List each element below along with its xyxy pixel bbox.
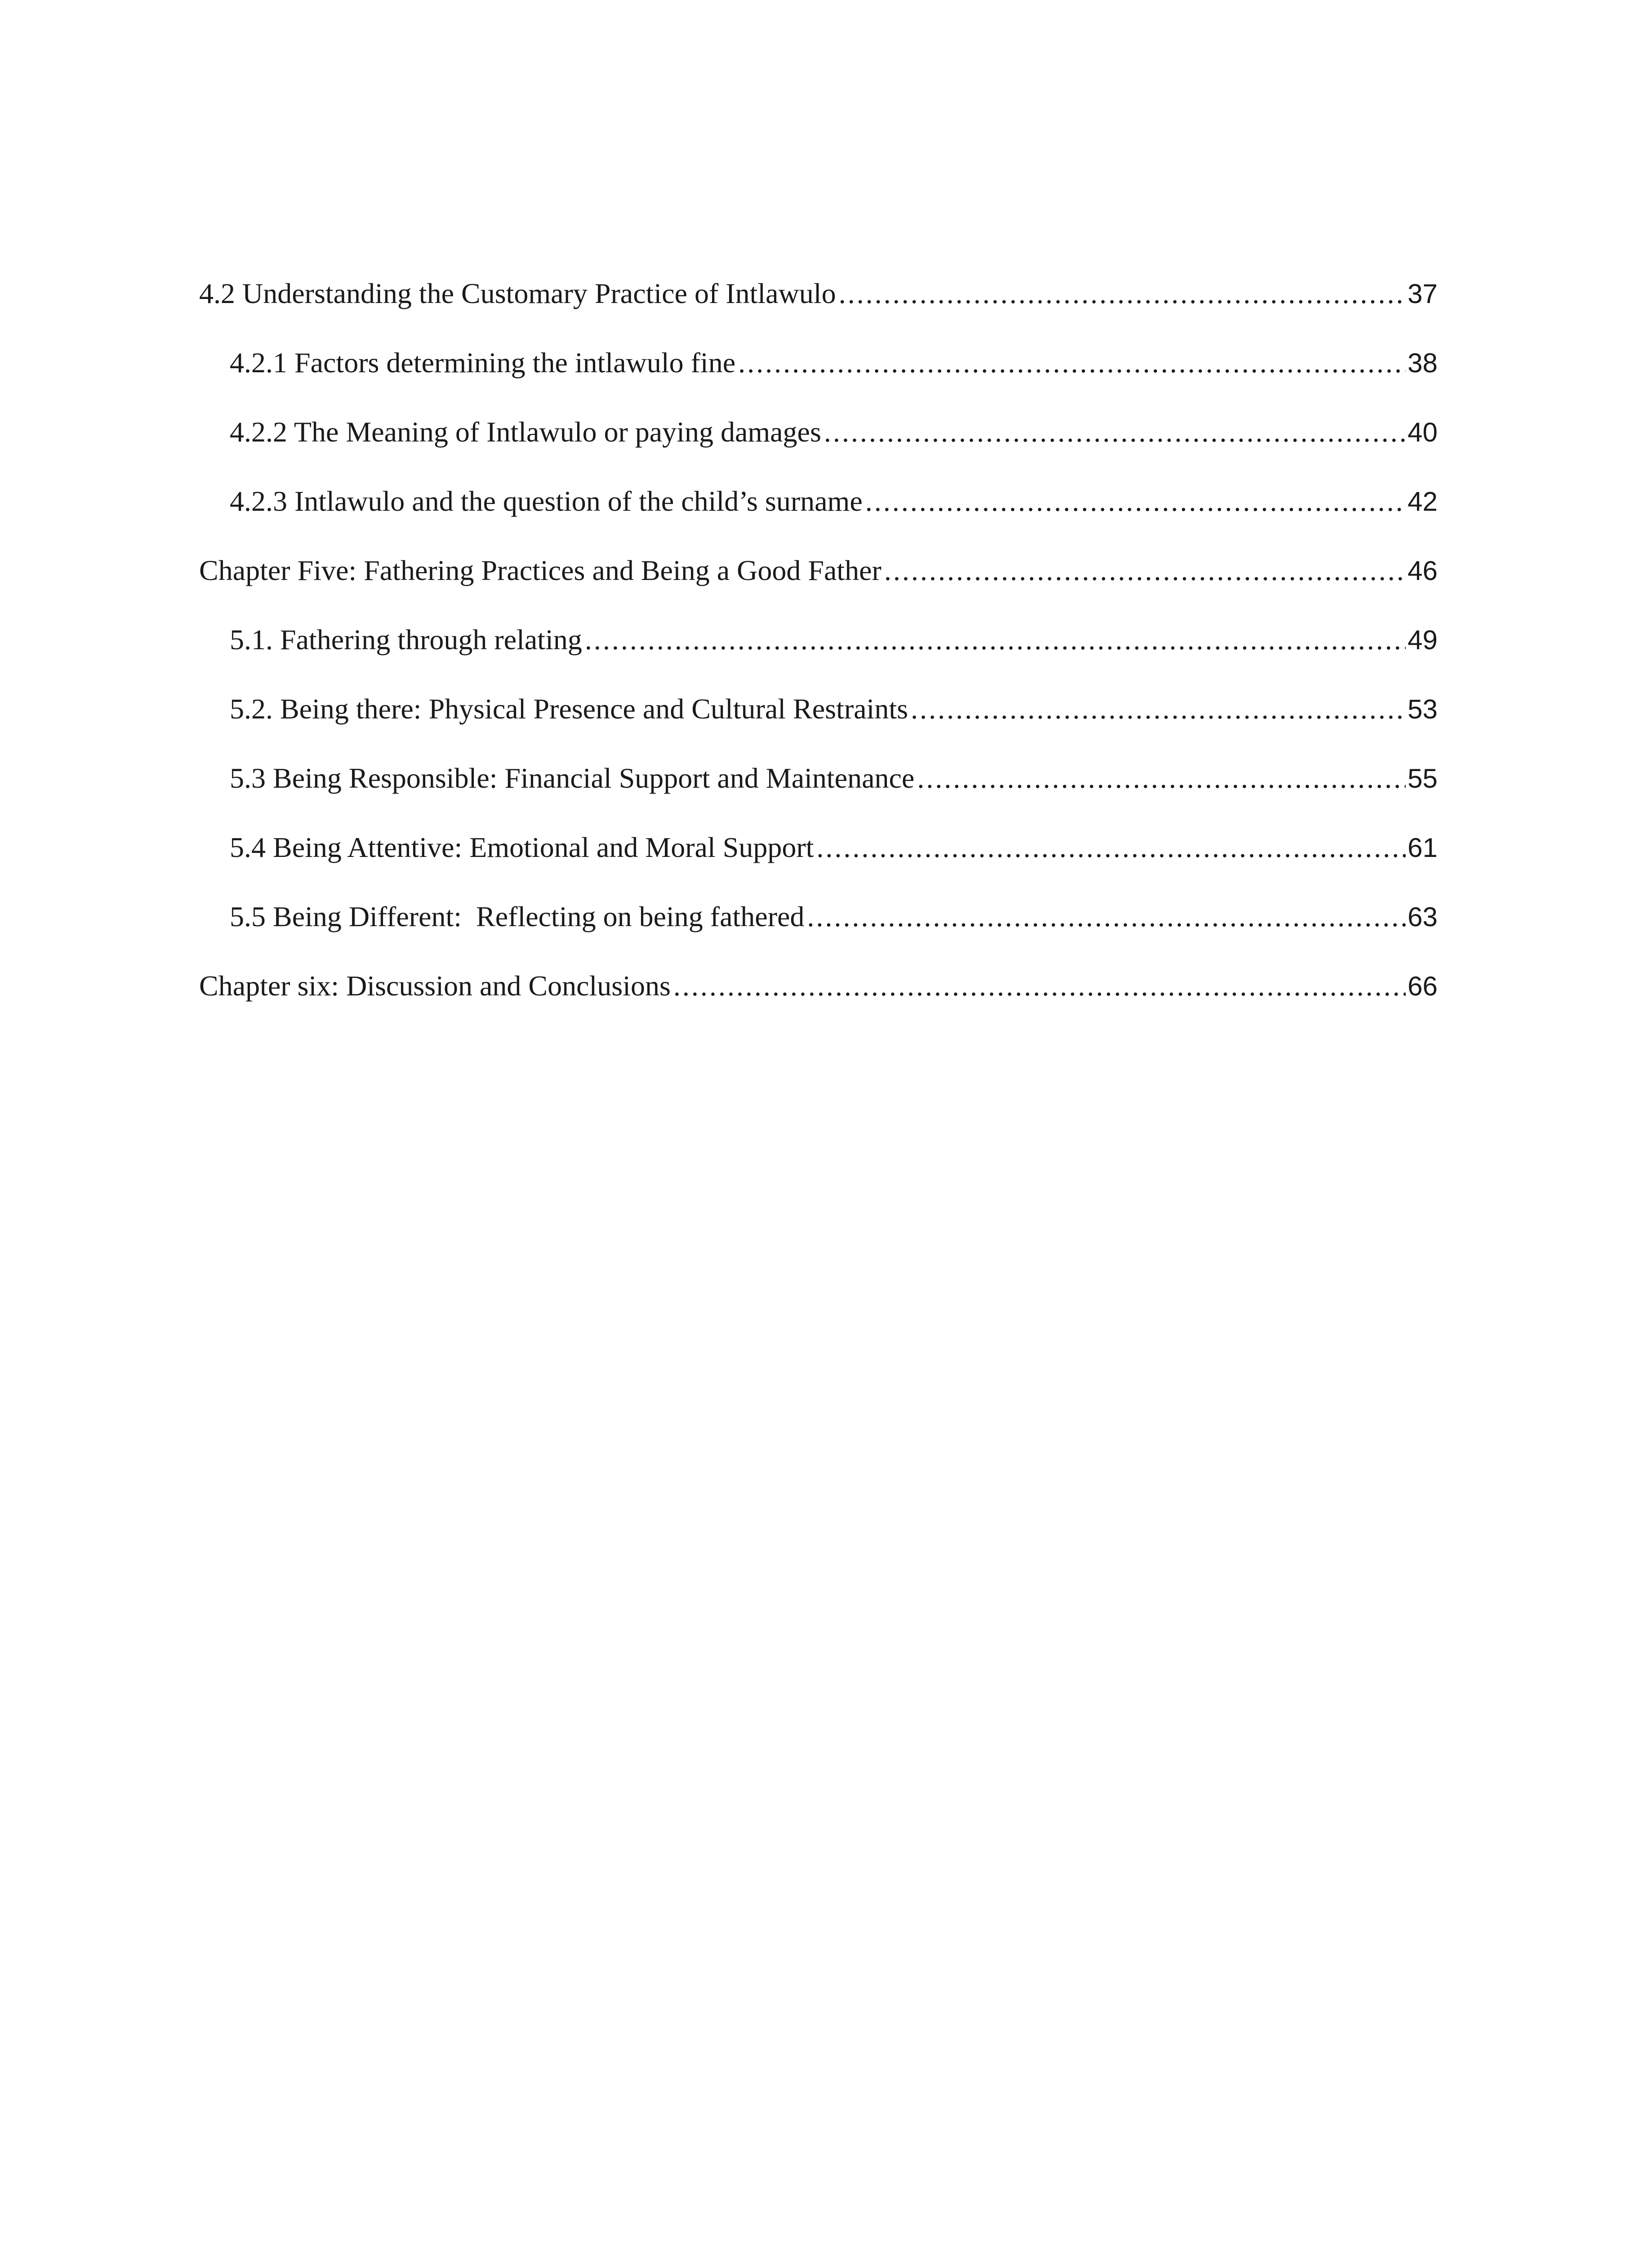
- toc-entry-title: 5.1. Fathering through relating: [230, 624, 582, 656]
- toc-entry[interactable]: [199, 831, 1438, 900]
- toc-entry-title: Chapter Five: Fathering Practices and Being a Good Father: [199, 554, 882, 586]
- toc-entry-title: 4.2.2 The Meaning of Intlawulo or paying damages: [230, 416, 821, 448]
- toc-entry-title: Chapter six: Discussion and Conclusions: [199, 970, 671, 1002]
- toc-entry-title: 4.2 Understanding the Customary Practice of Intlawulo: [199, 277, 836, 309]
- toc-entry[interactable]: [199, 900, 1438, 969]
- toc-entry-title: 5.4 Being Attentive: Emotional and Moral Support: [230, 831, 814, 863]
- toc-dot-leader: [884, 554, 1406, 587]
- toc-dot-leader: [911, 692, 1406, 726]
- toc-page-number: 55: [1407, 763, 1438, 794]
- toc-page-number: 66: [1407, 971, 1438, 1001]
- toc-entry[interactable]: [199, 554, 1438, 623]
- toc-page-number: 38: [1407, 348, 1438, 378]
- toc-dot-leader: [865, 485, 1406, 518]
- toc-entry-title: 4.2.3 Intlawulo and the question of the child’s surname: [230, 485, 863, 517]
- toc-page-number: 46: [1407, 556, 1438, 586]
- toc-page-number: 63: [1407, 902, 1438, 932]
- toc-entry[interactable]: [199, 277, 1438, 346]
- toc-entry-title: 5.3 Being Responsible: Financial Support and Maintenance: [230, 762, 915, 794]
- toc-dot-leader: [807, 900, 1406, 933]
- toc-dot-leader: [816, 831, 1406, 864]
- toc-entry[interactable]: [199, 346, 1438, 415]
- toc-dot-leader: [839, 277, 1406, 310]
- table-of-contents: [199, 277, 1438, 1039]
- toc-dot-leader: [824, 415, 1406, 449]
- toc-entry[interactable]: [199, 485, 1438, 554]
- toc-entry[interactable]: [199, 415, 1438, 485]
- toc-dot-leader: [585, 623, 1406, 656]
- toc-entry[interactable]: [199, 623, 1438, 692]
- toc-entry-title: 5.5 Being Different: Reflecting on being fathered: [230, 901, 805, 932]
- toc-entry[interactable]: [199, 969, 1438, 1039]
- toc-entry-title: 5.2. Being there: Physical Presence and Cultural Restraints: [230, 693, 908, 725]
- toc-dot-leader: [738, 346, 1406, 379]
- toc-entry[interactable]: [199, 762, 1438, 831]
- toc-dot-leader: [917, 762, 1406, 795]
- toc-page-number: 61: [1407, 833, 1438, 863]
- toc-entry-title: 4.2.1 Factors determining the intlawulo fine: [230, 347, 736, 379]
- toc-dot-leader: [673, 969, 1406, 1003]
- toc-page-number: 42: [1407, 486, 1438, 517]
- toc-page-number: 37: [1407, 279, 1438, 309]
- toc-page-number: 53: [1407, 694, 1438, 724]
- toc-page-number: 40: [1407, 417, 1438, 447]
- toc-entry[interactable]: [199, 692, 1438, 762]
- toc-page-number: 49: [1407, 625, 1438, 655]
